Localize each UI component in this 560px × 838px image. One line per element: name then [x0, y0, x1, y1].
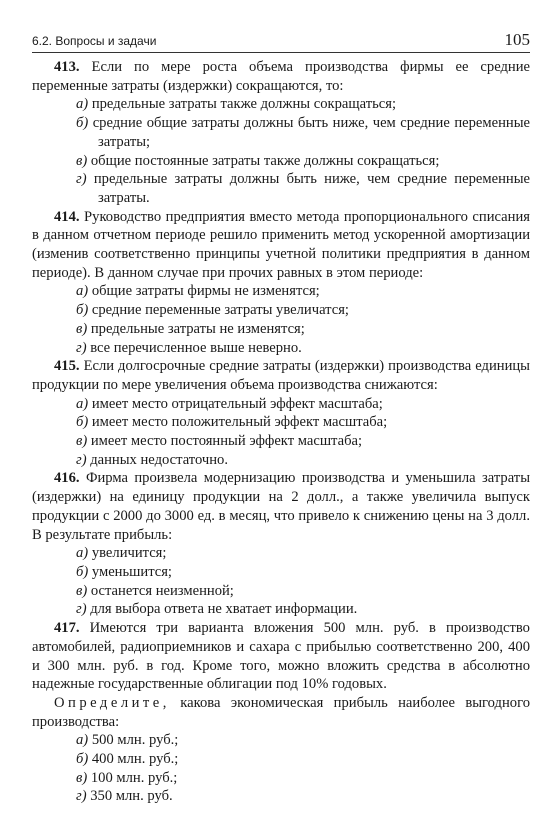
- option-text: данных недостаточно.: [90, 451, 229, 468]
- option-text: средние общие затраты должны быть ниже, чем средние переменные затраты;: [92, 115, 530, 150]
- option-text: уменьшится;: [91, 563, 172, 580]
- option-item: [76, 731, 530, 750]
- option-item: [76, 451, 530, 470]
- section-title: 6.2. Вопросы и задачи: [32, 34, 157, 48]
- option-text: имеет место положительный эффект масштаба;: [91, 414, 388, 431]
- option-item: [76, 787, 530, 806]
- option-text: предельные затраты должны быть ниже, чем средние переменные затраты.: [93, 171, 530, 206]
- option-letter: а): [76, 732, 89, 749]
- option-text: предельные затраты также должны сокращаться;: [91, 96, 397, 113]
- option-item: [76, 582, 530, 601]
- option-letter: б): [76, 414, 89, 431]
- problem-text: Руководство предприятия вместо метода пропорционального списания в данном отчетном периоде решило применить метод ускоренной амортизации (изменив соответственно принципы учетной политики предприятия в данном периоде). В данном случае при прочих равных в этом периоде:: [32, 208, 530, 281]
- option-item: [76, 339, 530, 358]
- option-text: имеет место отрицательный эффект масштаба;: [91, 395, 383, 412]
- option-letter: в): [76, 320, 88, 337]
- option-letter: г): [76, 788, 87, 805]
- option-letter: г): [76, 171, 87, 188]
- page-number: 105: [504, 30, 530, 49]
- option-item: [76, 413, 530, 432]
- problem-number: 416.: [54, 470, 80, 487]
- option-letter: г): [76, 451, 87, 468]
- option-item: [76, 95, 530, 114]
- option-letter: а): [76, 96, 89, 113]
- problem-414: [32, 208, 530, 283]
- option-item: [76, 544, 530, 563]
- problem-text: Если долгосрочные средние затраты (издержки) производства единицы продукции по мере увеличения объема производства снижаются:: [32, 358, 530, 393]
- option-text: останется неизменной;: [90, 582, 234, 599]
- task-text: какова экономическая прибыль наиболее выгодного производства:: [32, 694, 530, 730]
- page-content: [32, 58, 530, 806]
- option-item: [76, 170, 530, 207]
- option-item: [76, 432, 530, 451]
- task-keyword: Определите,: [54, 694, 170, 711]
- option-text: 100 млн. руб.;: [90, 769, 178, 786]
- option-letter: в): [76, 582, 88, 599]
- option-letter: б): [76, 563, 89, 580]
- problem-415: [32, 357, 530, 394]
- option-letter: а): [76, 395, 89, 412]
- problem-number: 414.: [54, 208, 80, 225]
- option-letter: г): [76, 339, 87, 356]
- option-text: средние переменные затраты увеличатся;: [91, 302, 349, 319]
- option-item: [76, 320, 530, 339]
- option-item: [76, 282, 530, 301]
- option-text: общие затраты фирмы не изменятся;: [91, 283, 320, 300]
- option-letter: б): [76, 302, 89, 319]
- problem-number: 417.: [54, 620, 80, 637]
- problem-413: [32, 58, 530, 95]
- option-item: [76, 152, 530, 171]
- option-letter: г): [76, 601, 87, 618]
- problem-text: Фирма произвела модернизацию производства и уменьшила затраты (издержки) на единицу продукции на 2 долл., а также увеличила выпуск продукции с 2000 до 3000 ед. в месяц, что привело к снижению цены на 3 долл. В результате прибыль:: [32, 470, 530, 543]
- option-item: [76, 395, 530, 414]
- option-text: предельные затраты не изменятся;: [90, 320, 305, 337]
- problem-text: Имеются три варианта вложения 500 млн. руб. в производство автомобилей, радиоприемников и сахара с прибылью соответственно 200, 400 и 300 млн. руб. в год. Кроме того, можно вложить средства в абсолютно надежные государственные облигации под 10% годовых.: [32, 620, 530, 693]
- option-letter: в): [76, 433, 88, 450]
- option-text: 500 млн. руб.;: [91, 732, 179, 749]
- option-text: увеличится;: [91, 545, 167, 562]
- option-letter: а): [76, 545, 89, 562]
- option-text: 350 млн. руб.: [90, 788, 173, 805]
- option-letter: б): [76, 115, 89, 132]
- problem-text: Если по мере роста объема производства фирмы ее средние переменные затраты (издержки) сокращаются, то:: [32, 59, 531, 94]
- option-text: для выбора ответа не хватает информации.: [90, 601, 358, 618]
- option-letter: в): [76, 769, 88, 786]
- option-text: 400 млн. руб.;: [91, 751, 179, 768]
- problem-number: 415.: [54, 358, 80, 375]
- option-item: [76, 600, 530, 619]
- problem-417: [32, 619, 530, 694]
- option-text: имеет место постоянный эффект масштаба;: [90, 433, 363, 450]
- problem-416: [32, 469, 530, 544]
- running-header: [32, 30, 530, 53]
- task-417-question: [32, 694, 530, 731]
- option-item: [76, 769, 530, 788]
- option-letter: а): [76, 283, 89, 300]
- option-letter: б): [76, 751, 89, 768]
- option-letter: в): [76, 152, 88, 169]
- option-item: [76, 301, 530, 320]
- option-item: [76, 750, 530, 769]
- option-text: общие постоянные затраты также должны сокращаться;: [90, 152, 440, 169]
- option-item: [76, 114, 530, 151]
- option-item: [76, 563, 530, 582]
- option-text: все перечисленное выше неверно.: [90, 339, 302, 356]
- problem-number: 413.: [54, 59, 80, 75]
